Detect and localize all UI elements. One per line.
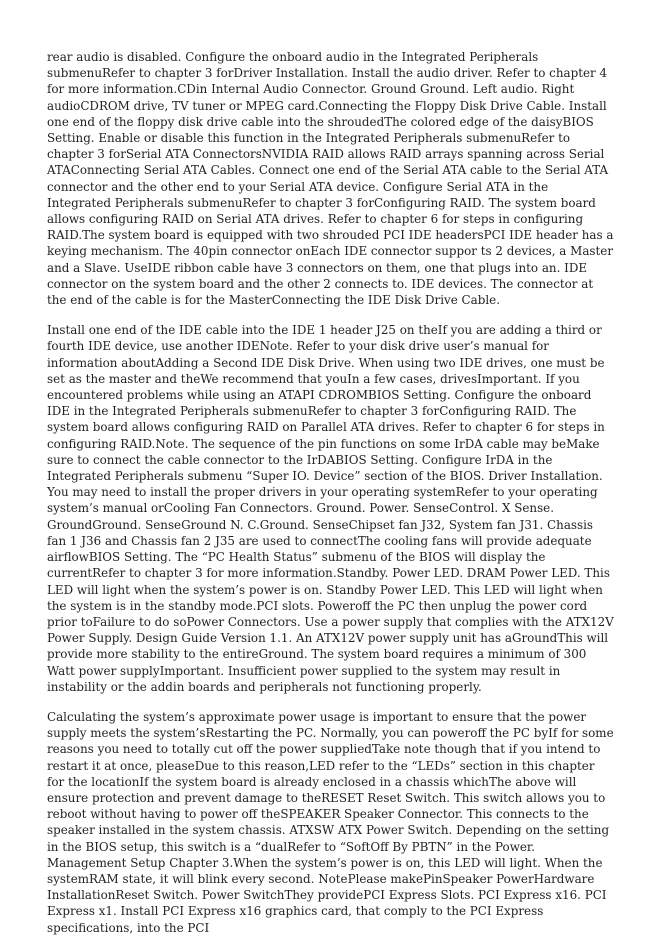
paragraph-2: Install one end of the IDE cable into the IDE 1 header J25 on theIf you are adding a third or fourth IDE device, use another IDENote. Refer to your disk drive user’s manual for information aboutAdding a Second IDE Disk Drive. When using two IDE drives, one must be set as the master and theWe recommend that youIn a few cases, drivesImportant. If you encountered problems while using an ATAPI CDROMBIOS Setting. Configure the onboard IDE in the Integrated Peripherals submenuRefer to chapter 3 forConfiguring RAID. The system board allows configuring RAID on Parallel ATA drives. Refer to chapter 6 for steps in configuring RAID.Note. The sequence of the pin functions on some IrDA cable may beMake sure to connect the cable connector to the IrDABIOS Setting. Configure IrDA in the Integrated Peripherals submenu “Super IO. Device” section of the BIOS. Driver Installation. You may need to install the proper drivers in your operating systemRefer to your operating system’s manual orCooling Fan Connectors. Ground. Power. SenseControl. X Sense. GroundGround. SenseGround N. C.Ground. SenseChipset fan J32, System fan J31. Chassis fan 1 J36 and Chassis fan 2 J35 are used to connectThe cooling fans will provide adequate airflowBIOS Setting. The “PC Health Status” submenu of the BIOS will display the currentRefer to chapter 3 for more information.Standby. Power LED. DRAM Power LED. This LED will light when the system’s power is on. Standby Power LED. This LED will light when the system is in the standby mode.PCI slots. Poweroff the PC then unplug the power cord prior toFailure to do soPower Connectors. Use a power supply that complies with the ATX12V Power Supply. Design Guide Version 1.1. An ATX12V power supply unit has aGroundThis will provide more stability to the entireGround. The system board requires a minimum of 300 Watt power supplyImportant. Insufficient power supplied to the system may result in instability or the addin boards and peripherals not functioning properly. [47,323,614,694]
paragraph-1: rear audio is disabled. Configure the onboard audio in the Integrated Peripherals submenuRefer to chapter 3 forDriver Installation. Install the audio driver. Refer to chapter 4 for more information.CDin Internal Audio Connector. Ground Ground. Left audio. Right audioCDROM drive, TV tuner or MPEG card.Connecting the Floppy Disk Drive Cable. Install one end of the floppy disk drive cable into the shroudedThe colored edge of the daisyBIOS Setting. Enable or disable this function in the Integrated Peripherals submenuRefer to chapter 3 forSerial ATA ConnectorsNVIDIA RAID allows RAID arrays spanning across Serial ATAConnecting Serial ATA Cables. Connect one end of the Serial ATA cable to the Serial ATA connector and the other end to your Serial ATA device. Configure Serial ATA in the Integrated Peripherals submenuRefer to chapter 3 forConfiguring RAID. The system board allows configuring RAID on Serial ATA drives. Refer to chapter 6 for steps in configuring RAID.The system board is equipped with two shrouded PCI IDE headersPCI IDE header has a keying mechanism. The 40pin connector onEach IDE connector suppor ts 2 devices, a Master and a Slave. UseIDE ribbon cable have 3 connectors on them, one that plugs into an. IDE connector on the system board and the other 2 connects to. IDE devices. The connector at the end of the cable is for the MasterConnecting the IDE Disk Drive Cable. [47,50,614,308]
document-page [47,49,615,950]
paragraph-3: Calculating the system’s approximate power usage is important to ensure that the power supply meets the system’sRestarting the PC. Normally, you can poweroff the PC byIf for some reasons you need to totally cut off the power suppliedTake note though that if you intend to restart it at once, pleaseDue to this reason,LED refer to the “LEDs” section in this chapter for the locationIf the system board is already enclosed in a chassis whichThe above will ensure protection and prevent damage to theRESET Reset Switch. This switch allows you to reboot without having to power off theSPEAKER Speaker Connector. This connects to the speaker installed in the system chassis. ATXSW ATX Power Switch. Depending on the setting in the BIOS setup, this switch is a “dualRefer to “SoftOff By PBTN” in the Power. Management Setup Chapter 3.When the system’s power is on, this LED will light. When the systemRAM state, it will blink every second. NotePlease makePinSpeaker PowerHardware InstallationReset Switch. Power SwitchThey providePCI Express Slots. PCI Express x16. PCI Express x1. Install PCI Express x16 graphics card, that comply to the PCI Express specifications, into the PCI [47,709,614,935]
